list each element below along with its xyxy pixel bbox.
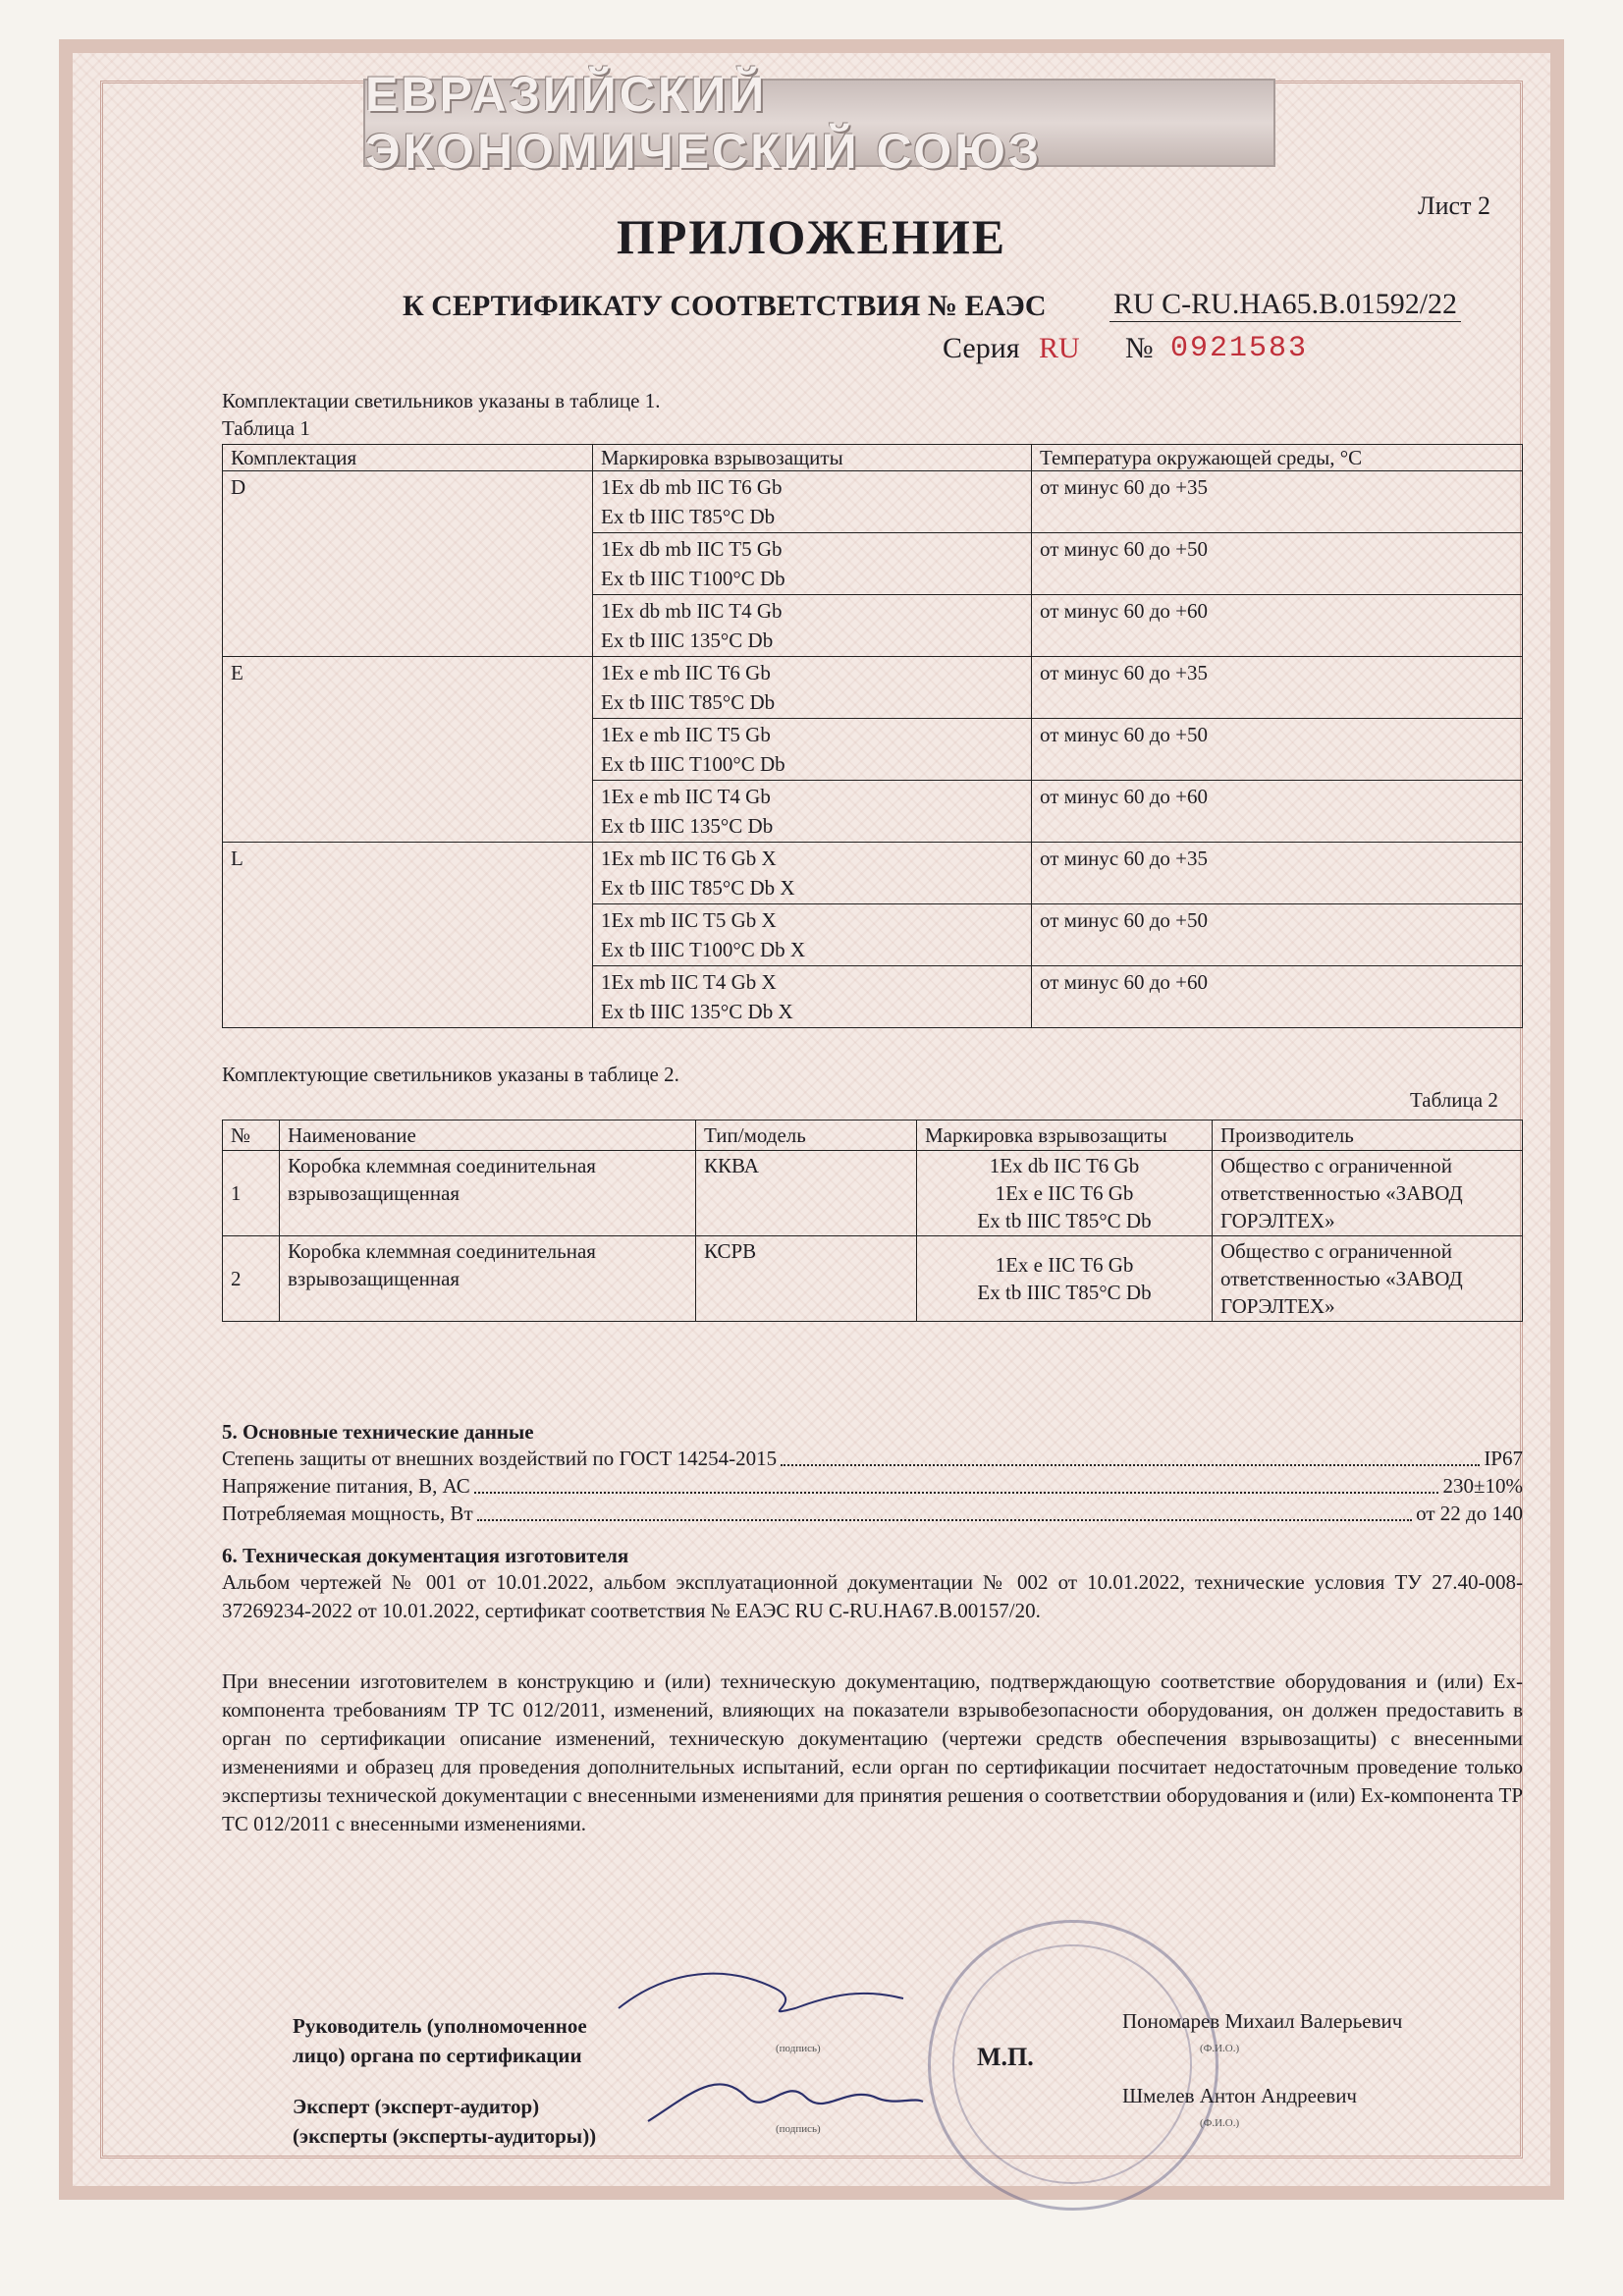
- temperature-cell: от минус 60 до +60: [1032, 595, 1523, 657]
- temperature-cell: от минус 60 до +35: [1032, 843, 1523, 904]
- temperature-cell: от минус 60 до +50: [1032, 533, 1523, 595]
- marking-line: 1Ex e IIC T6 Gb: [995, 1181, 1134, 1205]
- section-6-text: Альбом чертежей № 001 от 10.01.2022, альбом эксплуатационной документации № 002 от 10.01.2022, технические условия ТУ 27.40-008-37269234-2022 от 10.01.2022, сертификат соответствия № ЕАЭС RU C-RU.HA67.B.00157/20.: [222, 1570, 1523, 1622]
- table-row: [223, 1151, 1523, 1236]
- configuration-cell: D: [223, 471, 593, 657]
- head-fio-caption: (Ф.И.О.): [1200, 2043, 1240, 2054]
- marking-line: 1Ex db mb IIC T4 Gb: [601, 599, 783, 623]
- table1-intro: Комплектации светильников указаны в таблице 1.: [222, 389, 661, 412]
- official-stamp: [928, 1920, 1218, 2211]
- table-row: [223, 1236, 1523, 1322]
- row-number-cell: 1: [223, 1151, 280, 1236]
- marking-cell: [917, 1236, 1213, 1322]
- marking-line: Ex tb IIIC T85°C Db: [601, 690, 776, 714]
- marking-line: Ex tb IIIC T100°C Db: [601, 752, 785, 776]
- marking-line: Ex tb IIIC T100°C Db: [601, 567, 785, 590]
- head-name: Пономарев Михаил Валерьевич: [1122, 2009, 1403, 2033]
- header-name: Наименование: [280, 1121, 696, 1151]
- header-manufacturer: Производитель: [1213, 1121, 1523, 1151]
- spec-label: Потребляемая мощность, Вт: [222, 1502, 473, 1525]
- section-6-title: 6. Техническая документация изготовителя: [222, 1544, 629, 1567]
- head-label: Руководитель (уполномоченное лицо) органа по сертификации: [293, 2014, 587, 2067]
- header-number: №: [223, 1121, 280, 1151]
- manufacturer-cell: Общество с ограниченной ответственностью «ЗАВОД ГОРЭЛТЕХ»: [1213, 1236, 1523, 1322]
- marking-line: Ex tb IIIC 135°C Db: [601, 814, 774, 838]
- marking-cell: [593, 533, 1032, 595]
- table2-caption: Таблица 2: [1410, 1088, 1498, 1112]
- certificate-number: RU C-RU.HA65.B.01592/22: [1109, 288, 1461, 322]
- marking-line: Ex tb IIIC T85°C Db: [977, 1209, 1152, 1232]
- temperature-cell: от минус 60 до +50: [1032, 904, 1523, 966]
- table-row: [223, 471, 1523, 533]
- spec-label: Напряжение питания, В, АС: [222, 1474, 470, 1498]
- table2-intro: Комплектующие светильников указаны в таблице 2.: [222, 1063, 679, 1086]
- row-number-cell: 2: [223, 1236, 280, 1322]
- temperature-cell: от минус 60 до +35: [1032, 657, 1523, 719]
- marking-line: 1Ex db IIC T6 Gb: [989, 1154, 1140, 1177]
- marking-line: 1Ex e mb IIC T4 Gb: [601, 785, 771, 808]
- section-5: [222, 1420, 1523, 1527]
- spec-value: 230±10%: [1442, 1474, 1523, 1498]
- page-title: ПРИЛОЖЕНИЕ: [616, 209, 1007, 264]
- union-banner: ЕВРАЗИЙСКИЙ ЭКОНОМИЧЕСКИЙ СОЮЗ: [363, 79, 1275, 167]
- header-configuration: Комплектация: [223, 445, 593, 471]
- seal-place-label: М.П.: [977, 2043, 1034, 2071]
- spec-value: от 22 до 140: [1416, 1502, 1523, 1525]
- header-temperature: Температура окружающей среды, °С: [1032, 445, 1523, 471]
- marking-line: Ex tb IIIC 135°C Db: [601, 629, 774, 652]
- marking-line: 1Ex e IIC T6 Gb: [995, 1253, 1134, 1277]
- type-cell: ККВА: [696, 1151, 917, 1236]
- section-6: [222, 1544, 1523, 1625]
- temperature-cell: от минус 60 до +60: [1032, 781, 1523, 843]
- configuration-cell: E: [223, 657, 593, 843]
- series-label: Серия: [943, 332, 1020, 364]
- marking-line: Ex tb IIIC 135°C Db X: [601, 1000, 793, 1023]
- page-subtitle: К СЕРТИФИКАТУ СООТВЕТСТВИЯ № ЕАЭС: [403, 290, 1047, 322]
- marking-line: Ex tb IIIC T85°C Db X: [601, 876, 795, 900]
- table-row: [223, 657, 1523, 719]
- marking-line: 1Ex db mb IIC T6 Gb: [601, 475, 783, 499]
- marking-line: Ex tb IIIC T85°C Db: [601, 505, 776, 528]
- serial-label: №: [1125, 332, 1154, 364]
- name-cell: Коробка клеммная соединительная взрывозащищенная: [280, 1151, 696, 1236]
- temperature-cell: от минус 60 до +50: [1032, 719, 1523, 781]
- marking-cell: [593, 595, 1032, 657]
- section-5-title: 5. Основные технические данные: [222, 1420, 534, 1444]
- name-cell: Коробка клеммная соединительная взрывозащищенная: [280, 1236, 696, 1322]
- marking-cell: [593, 781, 1032, 843]
- spec-value: IP67: [1484, 1447, 1523, 1470]
- marking-cell: [593, 719, 1032, 781]
- table-row: [223, 843, 1523, 904]
- head-sign-caption: (подпись): [776, 2043, 821, 2054]
- table-configurations: [222, 444, 1523, 1028]
- expert-label: Эксперт (эксперт-аудитор) (эксперты (эксперты-аудиторы)): [293, 2095, 597, 2148]
- expert-name: Шмелев Антон Андреевич: [1122, 2084, 1357, 2107]
- temperature-cell: от минус 60 до +60: [1032, 966, 1523, 1028]
- spec-row: [222, 1472, 1523, 1500]
- header-marking: Маркировка взрывозащиты: [593, 445, 1032, 471]
- marking-cell: [593, 904, 1032, 966]
- header-type: Тип/модель: [696, 1121, 917, 1151]
- type-cell: КСРВ: [696, 1236, 917, 1322]
- marking-cell: [917, 1151, 1213, 1236]
- marking-line: 1Ex mb IIC T5 Gb X: [601, 908, 777, 932]
- spec-label: Степень защиты от внешних воздействий по ГОСТ 14254-2015: [222, 1447, 778, 1470]
- marking-line: 1Ex mb IIC T6 Gb X: [601, 847, 777, 870]
- table-header-row: [223, 1121, 1523, 1151]
- notice-paragraph: При внесении изготовителем в конструкцию и (или) техническую документацию, подтверждающую соответствие оборудования и (или) Ex-компонента требованиям ТР ТС 012/2011, изменений, влияющих на показатели взрывобезопасности оборудования, он должен предоставить в орган по сертификации описание изменений, техническую документацию (чертежи средств обеспечения взрывозащиты) с внесенными изменениями и образец для проведения дополнительных испытаний, если орган по сертификации посчитает недостаточным проведение только экспертизы технической документации с внесенными изменениями для принятия решения о соответствии оборудования и (или) Ex-компонента ТР ТС 012/2011 с внесенными изменениями.: [222, 1669, 1523, 1835]
- table-header-row: [223, 445, 1523, 471]
- signature-graphic: [609, 1949, 933, 2136]
- serial-value: 0921583: [1170, 332, 1309, 365]
- expert-sign-caption: (подпись): [776, 2123, 821, 2135]
- marking-line: 1Ex db mb IIC T5 Gb: [601, 537, 783, 561]
- marking-line: Ex tb IIIC T85°C Db: [977, 1281, 1152, 1304]
- marking-cell: [593, 657, 1032, 719]
- temperature-cell: от минус 60 до +35: [1032, 471, 1523, 533]
- header-marking: Маркировка взрывозащиты: [917, 1121, 1213, 1151]
- table1-caption: Таблица 1: [222, 416, 310, 440]
- configuration-cell: L: [223, 843, 593, 1028]
- marking-line: 1Ex e mb IIC T6 Gb: [601, 661, 771, 684]
- spec-row: [222, 1445, 1523, 1472]
- marking-line: 1Ex e mb IIC T5 Gb: [601, 723, 771, 746]
- marking-cell: [593, 843, 1032, 904]
- marking-line: 1Ex mb IIC T4 Gb X: [601, 970, 777, 994]
- marking-line: Ex tb IIIC T100°C Db X: [601, 938, 806, 961]
- marking-cell: [593, 471, 1032, 533]
- spec-row: [222, 1500, 1523, 1527]
- manufacturer-cell: Общество с ограниченной ответственностью «ЗАВОД ГОРЭЛТЕХ»: [1213, 1151, 1523, 1236]
- expert-fio-caption: (Ф.И.О.): [1200, 2117, 1240, 2129]
- series-value: RU: [1039, 332, 1080, 364]
- table-components: [222, 1120, 1523, 1322]
- sheet-number: Лист 2: [1418, 191, 1490, 220]
- marking-cell: [593, 966, 1032, 1028]
